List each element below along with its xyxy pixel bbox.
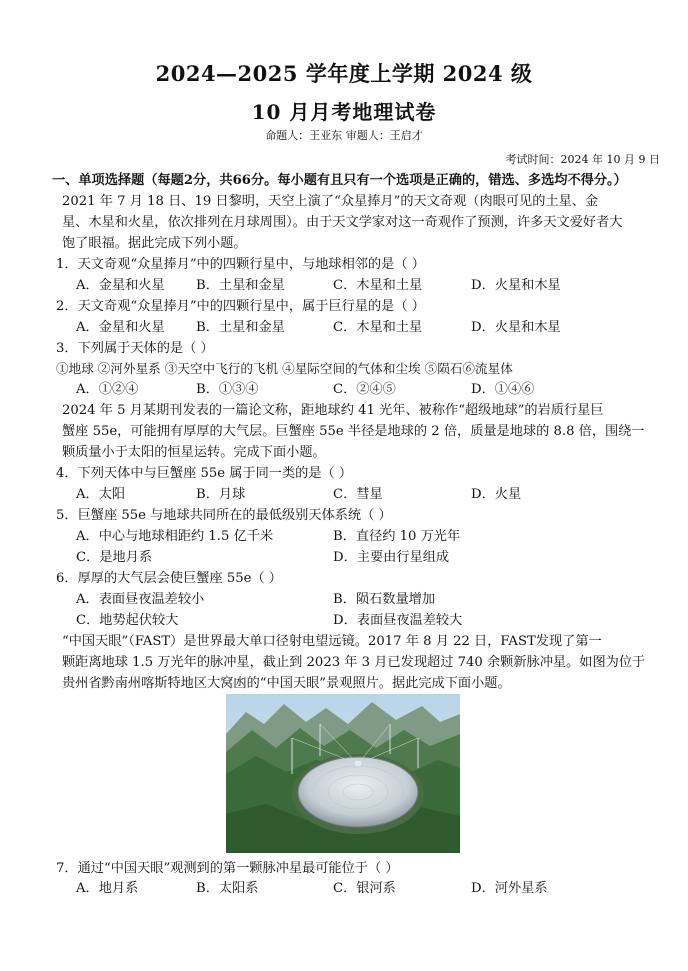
question-stem: 1．天文奇观“众星捧月”中的四颗行星中，与地球相邻的是（ ） (56, 257, 425, 272)
option-c[interactable]: C．木星和土星 (333, 278, 423, 293)
option-d[interactable]: D．火星 (471, 487, 522, 502)
option-b[interactable]: B．①③④ (196, 382, 259, 397)
passage-line: 颗距离地球 1.5 万光年的脉冲星，截止到 2023 年 3 月已发现超过 740 余颗新脉冲星。如图为位于 (62, 655, 646, 670)
option-c[interactable]: C．是地月系 (76, 550, 153, 565)
option-a[interactable]: A．地月系 (76, 881, 139, 896)
passage-line: 2021 年 7 月 18 日、19 日黎明，天空上演了“众星捧月”的天文奇观（肉眼可见的土星、金 (62, 194, 599, 209)
option-c[interactable]: C．银河系 (333, 881, 396, 896)
question-stem: 2．天文奇观“众星捧月”中的四颗行星中，属于巨行星的是（ ） (56, 299, 425, 314)
setters-line: 命题人：王亚东 审题人：王启才 (265, 129, 423, 142)
option-d[interactable]: D．河外星系 (471, 881, 548, 896)
option-c[interactable]: C．彗星 (333, 487, 383, 502)
question-stem: 4．下列天体中与巨蟹座 55e 属于同一类的是（ ） (56, 466, 353, 481)
question-stem: 6．厚厚的大气层会使巨蟹座 55e（ ） (56, 571, 282, 586)
passage-line: “中国天眼”（FAST）是世界最大单口径射电望远镜。2017 年 8 月 22 日，FAST发现了第一 (62, 634, 602, 649)
passage-line: 蟹座 55e，可能拥有厚厚的大气层。巨蟹座 55e 半径是地球的 2 倍，质量是地球的 8.8 倍，围绕一 (62, 424, 645, 439)
option-b[interactable]: B．直径约 10 万光年 (333, 529, 461, 544)
passage-line: 饱了眼福。据此完成下列小题。 (62, 236, 247, 251)
option-b[interactable]: B．土星和金星 (196, 278, 285, 293)
option-b[interactable]: B．月球 (196, 487, 246, 502)
option-a[interactable]: A．表面昼夜温差较小 (76, 592, 205, 607)
option-a[interactable]: A．①②④ (76, 382, 139, 397)
question-stem: 7．通过“中国天眼”观测到的第一颗脉冲星最可能位于（ ） (56, 861, 399, 876)
option-d[interactable]: D．火星和木星 (471, 278, 561, 293)
option-b[interactable]: B．陨石数量增加 (333, 592, 436, 607)
question-stem: 5．巨蟹座 55e 与地球共同所在的最低级别天体系统（ ） (56, 508, 392, 523)
option-d[interactable]: D．火星和木星 (471, 320, 561, 335)
option-b[interactable]: B．土星和金星 (196, 320, 285, 335)
option-a[interactable]: A．金星和火星 (76, 278, 165, 293)
fast-telescope-photo (226, 694, 460, 853)
exam-subtitle: 10 月月考地理试卷 (251, 100, 437, 124)
option-d[interactable]: D．主要由行星组成 (333, 550, 450, 565)
passage-line: 颗质量小于太阳的恒星运转。完成下面小题。 (62, 445, 326, 460)
option-a[interactable]: A．金星和火星 (76, 320, 165, 335)
option-c[interactable]: C．木星和土星 (333, 320, 423, 335)
option-c[interactable]: C．②④⑤ (333, 382, 396, 397)
exam-time: 考试时间：2024 年 10 月 9 日 (505, 153, 660, 166)
option-d[interactable]: D．①④⑥ (471, 382, 535, 397)
option-c[interactable]: C．地势起伏较大 (76, 613, 179, 628)
passage-line: 贵州省黔南州喀斯特地区大窝凼的“中国天眼”景观照片。据此完成下面小题。 (62, 676, 511, 691)
question-items: ①地球 ②河外星系 ③天空中飞行的飞机 ④星际空间的气体和尘埃 ⑤陨石⑥流星体 (56, 361, 513, 376)
option-d[interactable]: D．表面昼夜温差较大 (333, 613, 463, 628)
passage-line: 星、木星和火星，依次排列在月球周围）。由于天文学家对这一奇观作了预测，许多天文爱好者大 (62, 215, 623, 230)
passage-line: 2024 年 5 月某期刊发表的一篇论文称，距地球约 41 光年、被称作“超级地球”的岩质行星巨 (62, 403, 604, 418)
option-b[interactable]: B．太阳系 (196, 881, 259, 896)
question-stem: 3．下列属于天体的是（ ） (56, 341, 214, 356)
option-a[interactable]: A．太阳 (76, 487, 126, 502)
section-heading: 一、单项选择题（每题2分，共66分。每小题有且只有一个选项是正确的，错选、多选均不得分。） (52, 173, 627, 188)
option-a[interactable]: A．中心与地球相距约 1.5 亿千米 (76, 529, 274, 544)
exam-title: 2024—2025 学年度上学期 2024 级 (155, 61, 533, 86)
